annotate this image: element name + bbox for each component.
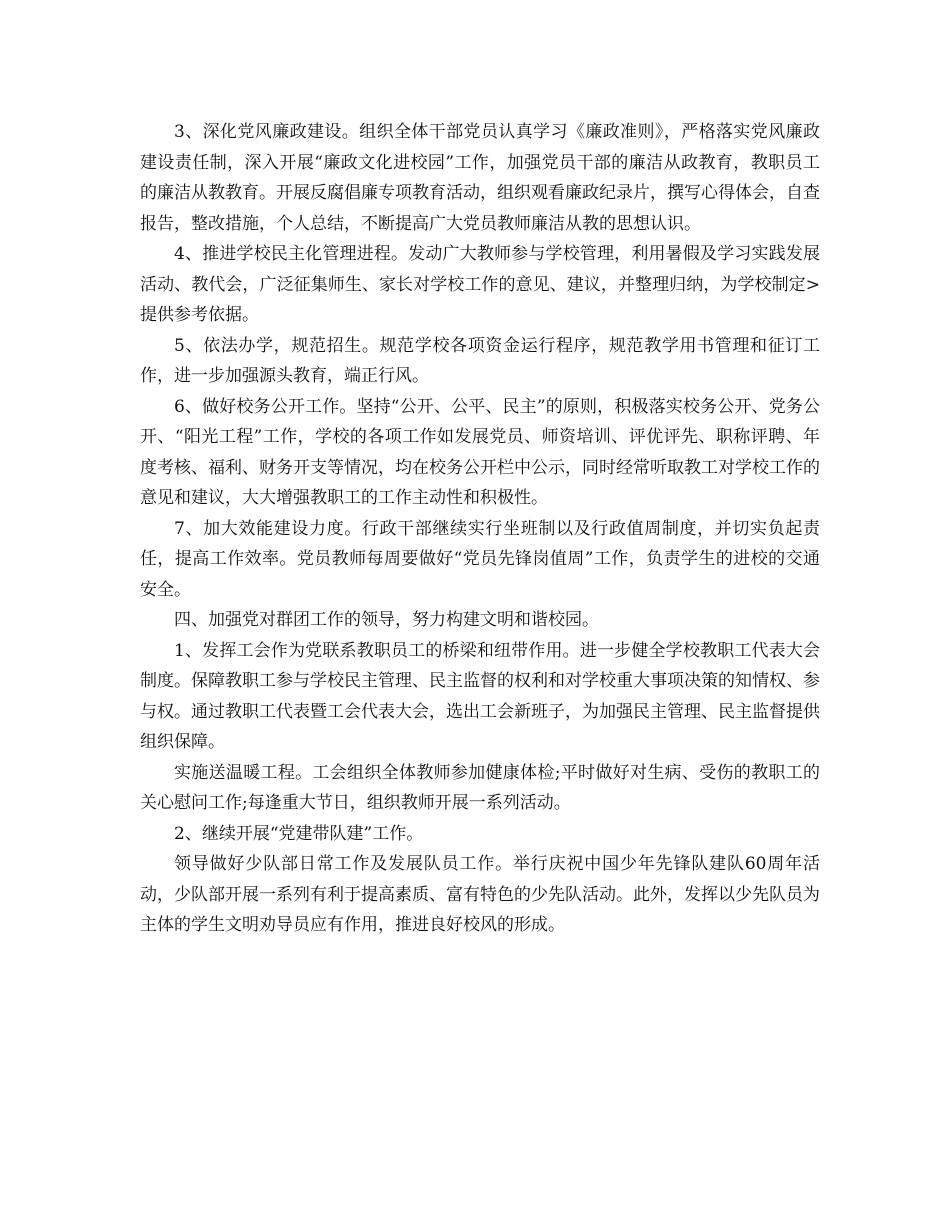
paragraph-efficiency-building: 7、加大效能建设力度。行政干部继续实行坐班制以及行政值周制度，并切实负起责任，提高工作效率。党员教师每周要做好“党员先锋岗值周”工作，负责学生的进校的交通安全。 xyxy=(140,518,820,600)
section-heading-mass-organizations: 四、加强党对群团工作的领导，努力构建文明和谐校园。 xyxy=(174,610,599,630)
paragraph-party-building-team: 2、继续开展“党建带队建”工作。 xyxy=(174,823,424,844)
paragraph-democratic-management: 4、推进学校民主化管理进程。发动广大教师参与学校管理，利用暑假及学习实践发展活动、教代会，广泛征集师生、家长对学校工作的意见、建议，并整理归纳，为学校制定>提供参考依据。 xyxy=(140,244,820,325)
paragraph-warmth-project: 实施送温暖工程。工会组织全体教师参加健康体检;平时做好对生病、受伤的教职工的关心慰问工作;每逢重大节日，组织教师开展一系列活动。 xyxy=(140,762,820,813)
document-body xyxy=(140,117,820,941)
paragraph-lawful-schooling: 5、依法办学，规范招生。规范学校各项资金运行程序，规范教学用书管理和征订工作，进一步加强源头教育，端正行风。 xyxy=(140,335,820,386)
paragraph-party-integrity: 3、深化党风廉政建设。组织全体干部党员认真学习《廉政准则》，严格落实党风廉政建设责任制，深入开展“廉政文化进校园”工作，加强党员干部的廉洁从政教育，教职员工的廉洁从教教育。开展反腐倡廉专项教育活动，组织观看廉政纪录片，撰写心得体会，自查报告，整改措施，个人总结，不断提高广大党员教师廉洁从教的思想认识。 xyxy=(140,122,820,234)
paragraph-young-pioneers: 领导做好少队部日常工作及发展队员工作。举行庆祝中国少年先锋队建队60周年活动，少队部开展一系列有利于提高素质、富有特色的少先队活动。此外，发挥以少先队员为主体的学生文明劝导员应有作用，推进良好校风的形成。 xyxy=(140,854,820,935)
paragraph-school-affairs-openness: 6、做好校务公开工作。坚持“公开、公平、民主”的原则，积极落实校务公开、党务公开、“阳光工程”工作，学校的各项工作如发展党员、师资培训、评优评先、职称评聘、年度考核、福利、财务开支等情况，均在校务公开栏中公示，同时经常听取教工对学校工作的意见和建议，大大增强教职工的工作主动性和积极性。 xyxy=(140,396,820,508)
paragraph-labor-union: 1、发挥工会作为党联系教职员工的桥梁和纽带作用。进一步健全学校教职工代表大会制度。保障教职工参与学校民主管理、民主监督的权利和对学校重大事项决策的知情权、参与权。通过教职工代表暨工会代表大会，选出工会新班子，为加强民主管理、民主监督提供组织保障。 xyxy=(140,640,820,752)
